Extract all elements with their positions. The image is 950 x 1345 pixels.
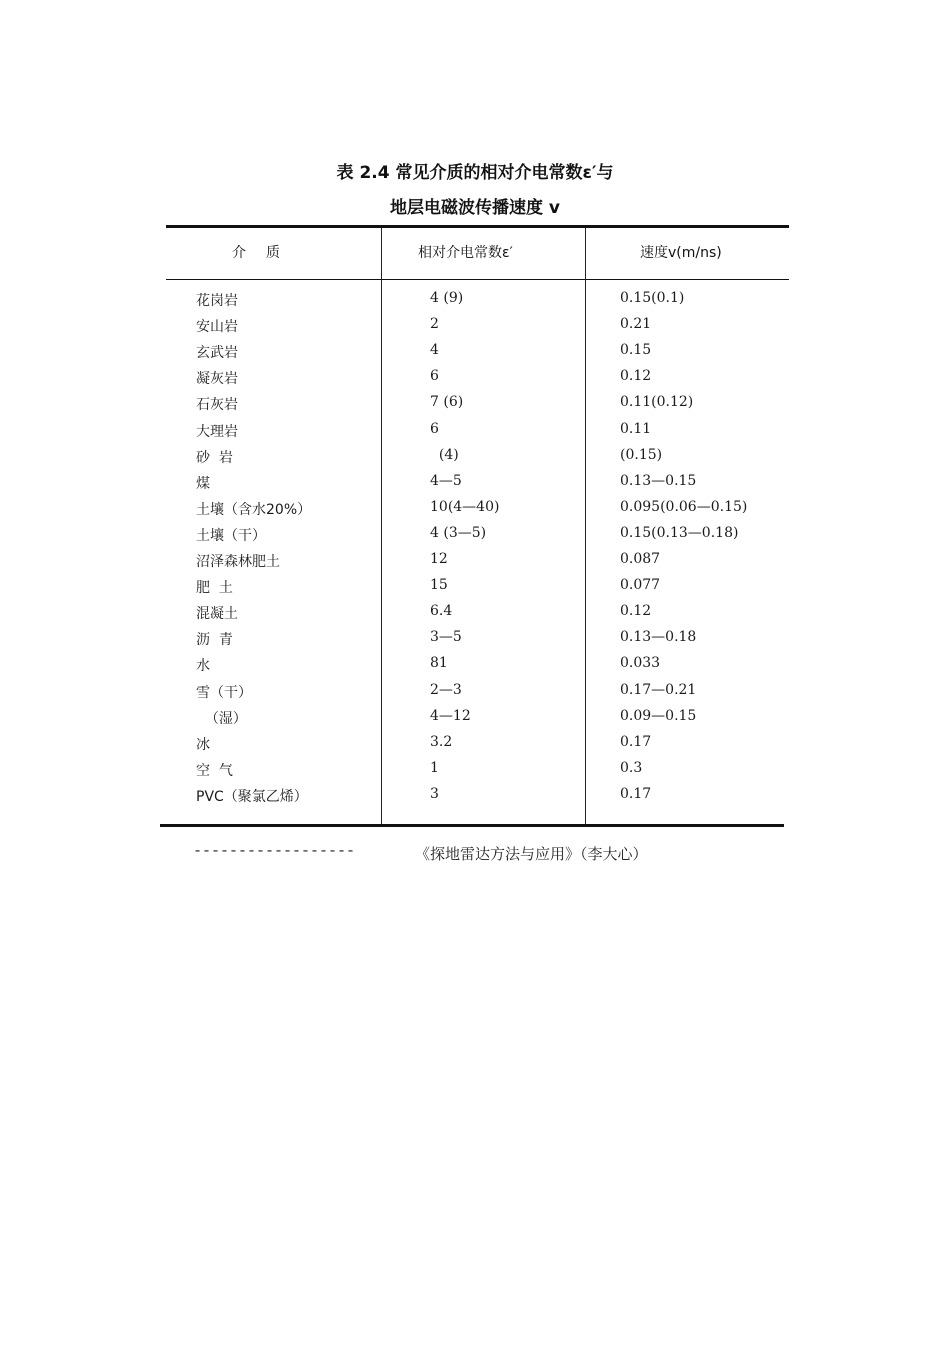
cell-permittivity: 4—12 [430, 707, 471, 724]
cell-medium: 雪（干） [196, 684, 252, 701]
cell-permittivity: 12 [430, 551, 448, 567]
cell-speed: 0.033 [620, 655, 661, 672]
table-row [0, 290, 950, 316]
table-row [0, 316, 950, 342]
cell-medium: 大理岩 [196, 423, 238, 440]
cell-speed: 0.13—0.15 [620, 472, 697, 489]
cell-speed: 0.15 [620, 342, 652, 359]
cell-permittivity: 1 [430, 759, 439, 776]
table-row [0, 655, 950, 681]
cell-permittivity: 7 (6) [430, 394, 464, 411]
cell-speed: 0.09—0.15 [620, 707, 697, 724]
table-row [0, 447, 950, 473]
table-header-rule [166, 279, 789, 280]
cell-speed: 0.21 [620, 316, 652, 333]
table-row [0, 368, 950, 394]
header-permittivity: 相对介电常数ε′ [418, 245, 513, 261]
table-row [0, 394, 950, 420]
table-row [0, 499, 950, 525]
cell-permittivity: 6 [430, 420, 439, 437]
table-title-line-1: 表 2.4 常见介质的相对介电常数ε′与 [336, 163, 614, 183]
cell-speed: 0.17 [620, 785, 652, 802]
table-row [0, 525, 950, 551]
cell-medium: 空 气 [196, 762, 233, 779]
cell-medium: 土壤（干） [196, 527, 266, 544]
table-title-line-2: 地层电磁波传播速度 v [390, 198, 560, 218]
cell-medium: 水 [196, 658, 210, 675]
cell-medium: （湿） [196, 710, 247, 727]
cell-medium: 土壤（含水20%） [196, 501, 312, 518]
cell-medium: 花岗岩 [196, 293, 238, 309]
table-row [0, 577, 950, 603]
table-row [0, 629, 950, 655]
cell-permittivity: 4 [430, 342, 439, 359]
cell-speed: 0.12 [620, 603, 652, 620]
cell-speed: 0.13—0.18 [620, 629, 697, 646]
cell-speed: 0.15(0.1) [620, 290, 685, 306]
cell-permittivity: (4) [430, 446, 459, 463]
cell-medium: 凝灰岩 [196, 371, 238, 388]
table-row [0, 682, 950, 708]
table-row [0, 342, 950, 368]
cell-permittivity: 2 [430, 316, 439, 333]
cell-permittivity: 4 (3—5) [430, 524, 487, 541]
cell-medium: 混凝土 [196, 606, 238, 623]
table-row [0, 473, 950, 499]
cell-permittivity: 3—5 [430, 629, 462, 646]
table-row [0, 760, 950, 786]
cell-speed: 0.11 [620, 420, 652, 437]
cell-medium: 煤 [196, 475, 210, 492]
footer-source: 《探地雷达方法与应用》（李大心） [415, 845, 648, 863]
cell-permittivity: 2—3 [430, 681, 462, 698]
cell-permittivity: 3.2 [430, 733, 453, 750]
cell-medium: 沼泽森林肥土 [196, 554, 280, 570]
header-medium: 介质 [232, 245, 300, 261]
table-bottom-rule [160, 824, 784, 827]
cell-speed: 0.095(0.06—0.15) [620, 498, 748, 515]
cell-speed: 0.11(0.12) [620, 394, 694, 411]
cell-medium: 砂 岩 [196, 449, 233, 466]
cell-speed: 0.17—0.21 [620, 681, 697, 698]
cell-permittivity: 3 [430, 785, 439, 802]
header-speed: 速度v(m/ns) [640, 245, 722, 261]
cell-speed: 0.17 [620, 733, 652, 750]
cell-permittivity: 10(4—40) [430, 498, 500, 515]
cell-speed: (0.15) [620, 446, 663, 463]
cell-speed: 0.12 [620, 368, 652, 385]
cell-permittivity: 4 (9) [430, 290, 464, 306]
cell-permittivity: 4—5 [430, 472, 462, 489]
cell-speed: 0.077 [620, 577, 661, 594]
cell-permittivity: 15 [430, 577, 448, 594]
cell-permittivity: 6 [430, 368, 439, 385]
cell-speed: 0.3 [620, 759, 643, 776]
table-row [0, 551, 950, 577]
cell-speed: 0.087 [620, 551, 661, 567]
cell-medium: 冰 [196, 736, 210, 753]
table-row [0, 786, 950, 812]
cell-medium: 肥 土 [196, 580, 233, 597]
cell-medium: 石灰岩 [196, 397, 238, 414]
cell-medium: 安山岩 [196, 319, 238, 336]
cell-permittivity: 81 [430, 655, 448, 672]
table-row [0, 734, 950, 760]
footer-dashes: ------------------ [193, 843, 356, 860]
cell-medium: PVC（聚氯乙烯） [196, 788, 308, 805]
cell-medium: 沥 青 [196, 632, 233, 649]
cell-permittivity: 6.4 [430, 603, 453, 620]
cell-medium: 玄武岩 [196, 345, 238, 362]
table-row [0, 708, 950, 734]
table-row [0, 603, 950, 629]
cell-speed: 0.15(0.13—0.18) [620, 524, 739, 541]
table-top-rule [166, 225, 789, 228]
table-row [0, 421, 950, 447]
